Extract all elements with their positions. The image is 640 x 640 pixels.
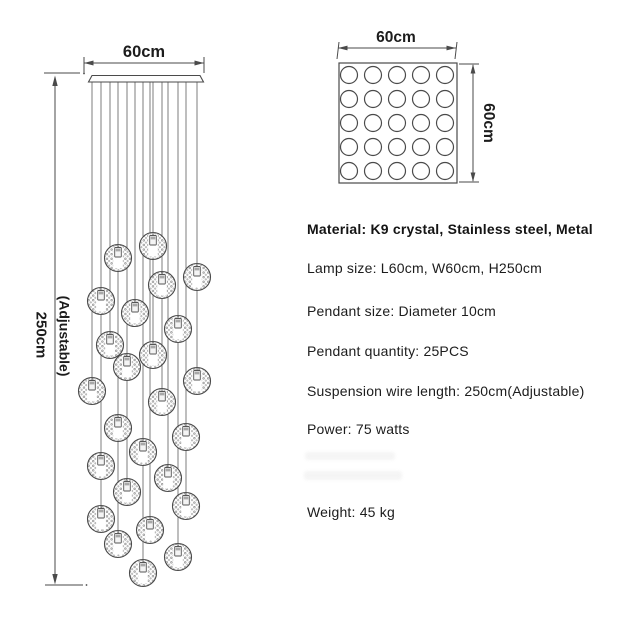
spec-material: Material: K9 crystal, Stainless steel, Metal <box>307 221 593 237</box>
pendant-ball <box>105 415 132 442</box>
pendant-ball <box>137 517 164 544</box>
pendant-ball <box>97 332 124 359</box>
arrowhead-icon <box>447 46 457 51</box>
top-width-dimension <box>337 29 457 59</box>
pendant-ball <box>114 479 141 506</box>
arrowhead-icon <box>84 61 94 66</box>
front-height-label: 250cm <box>32 311 50 359</box>
spec-pendant-quantity: Pendant quantity: 25PCS <box>307 343 469 359</box>
pendant-ball <box>140 342 167 369</box>
extension-dot <box>86 584 88 586</box>
spec-wire-length: Suspension wire length: 250cm(Adjustable) <box>307 383 585 399</box>
pendant-ball <box>88 288 115 315</box>
pendant-ball <box>130 560 157 587</box>
spec-pendant-size: Pendant size: Diameter 10cm <box>307 303 497 319</box>
extension-dot <box>83 73 85 75</box>
pendant-ball <box>165 316 192 343</box>
pendant-ball <box>105 245 132 272</box>
pendant-ball <box>149 389 176 416</box>
erased-text-smudge <box>304 471 402 480</box>
top-view <box>337 29 497 183</box>
ceiling-plate <box>89 76 204 83</box>
erased-text-smudge <box>305 452 395 460</box>
pendant-ball <box>184 264 211 291</box>
top-depth-label: 60cm <box>480 103 497 143</box>
pendant-ball <box>173 424 200 451</box>
pendant-ball <box>130 439 157 466</box>
arrowhead-icon <box>471 173 476 183</box>
front-width-label: 60cm <box>122 43 166 61</box>
front-width-dimension <box>84 43 204 73</box>
pendant-ball <box>149 272 176 299</box>
pendant-ball <box>88 506 115 533</box>
arrowhead-icon <box>195 61 205 66</box>
top-depth-dimension <box>459 64 497 182</box>
pendant-ball <box>79 378 106 405</box>
spec-power: Power: 75 watts <box>307 421 410 437</box>
pendant-ball <box>114 354 141 381</box>
pendant-ball <box>165 544 192 571</box>
pendant-ball <box>105 531 132 558</box>
front-height-dimension <box>33 73 88 586</box>
pendant-ball <box>173 493 200 520</box>
front-height-note-label: (Adjustable) <box>56 295 73 377</box>
extension-tick <box>337 42 339 59</box>
spec-lamp-size: Lamp size: L60cm, W60cm, H250cm <box>307 260 542 276</box>
pendant-ball <box>184 368 211 395</box>
arrowhead-icon <box>338 46 348 51</box>
arrowhead-icon <box>471 64 476 74</box>
top-width-label: 60cm <box>376 29 416 46</box>
pendant-ball <box>155 465 182 492</box>
extension-tick <box>455 42 457 59</box>
pendant-balls <box>79 233 211 587</box>
spec-weight: Weight: 45 kg <box>307 504 395 520</box>
pendant-ball <box>88 453 115 480</box>
arrowhead-icon <box>52 574 57 585</box>
arrowhead-icon <box>52 76 57 87</box>
pendant-ball <box>122 300 149 327</box>
pendant-ball <box>140 233 167 260</box>
